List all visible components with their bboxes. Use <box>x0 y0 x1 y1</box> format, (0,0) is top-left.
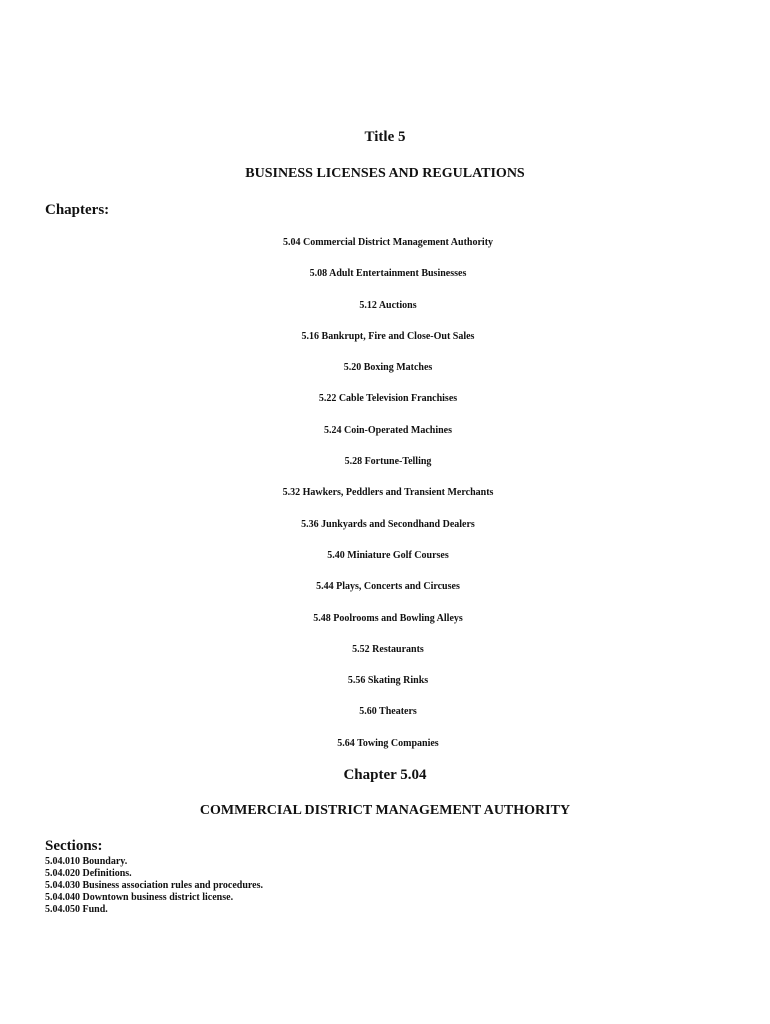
chapter-item: 5.36 Junkyards and Secondhand Dealers <box>301 518 475 530</box>
chapter-item: 5.32 Hawkers, Peddlers and Transient Merchants <box>282 487 494 499</box>
section-item: 5.04.030 Business association rules and procedures. <box>45 880 263 891</box>
chapter-list <box>0 236 770 768</box>
chapter-item: 5.04 Commercial District Management Authority <box>282 237 494 248</box>
chapter-item: 5.08 Adult Entertainment Businesses <box>309 268 467 280</box>
document-title: Title 5 <box>364 129 406 145</box>
chapter-item: 5.24 Coin-Operated Machines <box>323 424 453 436</box>
chapter-item: 5.28 Fortune-Telling <box>344 456 432 468</box>
chapter-item: 5.40 Miniature Golf Courses <box>327 549 449 561</box>
chapter-item: 5.22 Cable Television Franchises <box>318 393 458 405</box>
chapter-item: 5.12 Auctions <box>359 299 417 311</box>
chapter-item: 5.60 Theaters <box>359 706 417 718</box>
chapter-heading: Chapter 5.04 <box>343 767 427 783</box>
chapter-item: 5.48 Poolrooms and Bowling Alleys <box>313 612 463 624</box>
chapters-heading: Chapters: <box>45 202 110 218</box>
document-subtitle: BUSINESS LICENSES AND REGULATIONS <box>245 166 525 181</box>
section-item: 5.04.020 Definitions. <box>45 868 132 879</box>
sections-heading: Sections: <box>45 838 103 854</box>
chapter-title: COMMERCIAL DISTRICT MANAGEMENT AUTHORITY <box>199 803 571 818</box>
section-item: 5.04.010 Boundary. <box>45 856 128 867</box>
section-list <box>45 856 263 916</box>
section-item: 5.04.050 Fund. <box>45 904 108 915</box>
chapter-item: 5.64 Towing Companies <box>337 737 439 749</box>
chapter-item: 5.20 Boxing Matches <box>343 362 433 374</box>
chapter-item: 5.16 Bankrupt, Fire and Close-Out Sales <box>301 330 475 342</box>
chapter-item: 5.56 Skating Rinks <box>347 675 429 687</box>
chapter-item: 5.52 Restaurants <box>352 643 424 655</box>
section-item: 5.04.040 Downtown business district license. <box>45 892 234 903</box>
chapter-item: 5.44 Plays, Concerts and Circuses <box>316 581 460 593</box>
